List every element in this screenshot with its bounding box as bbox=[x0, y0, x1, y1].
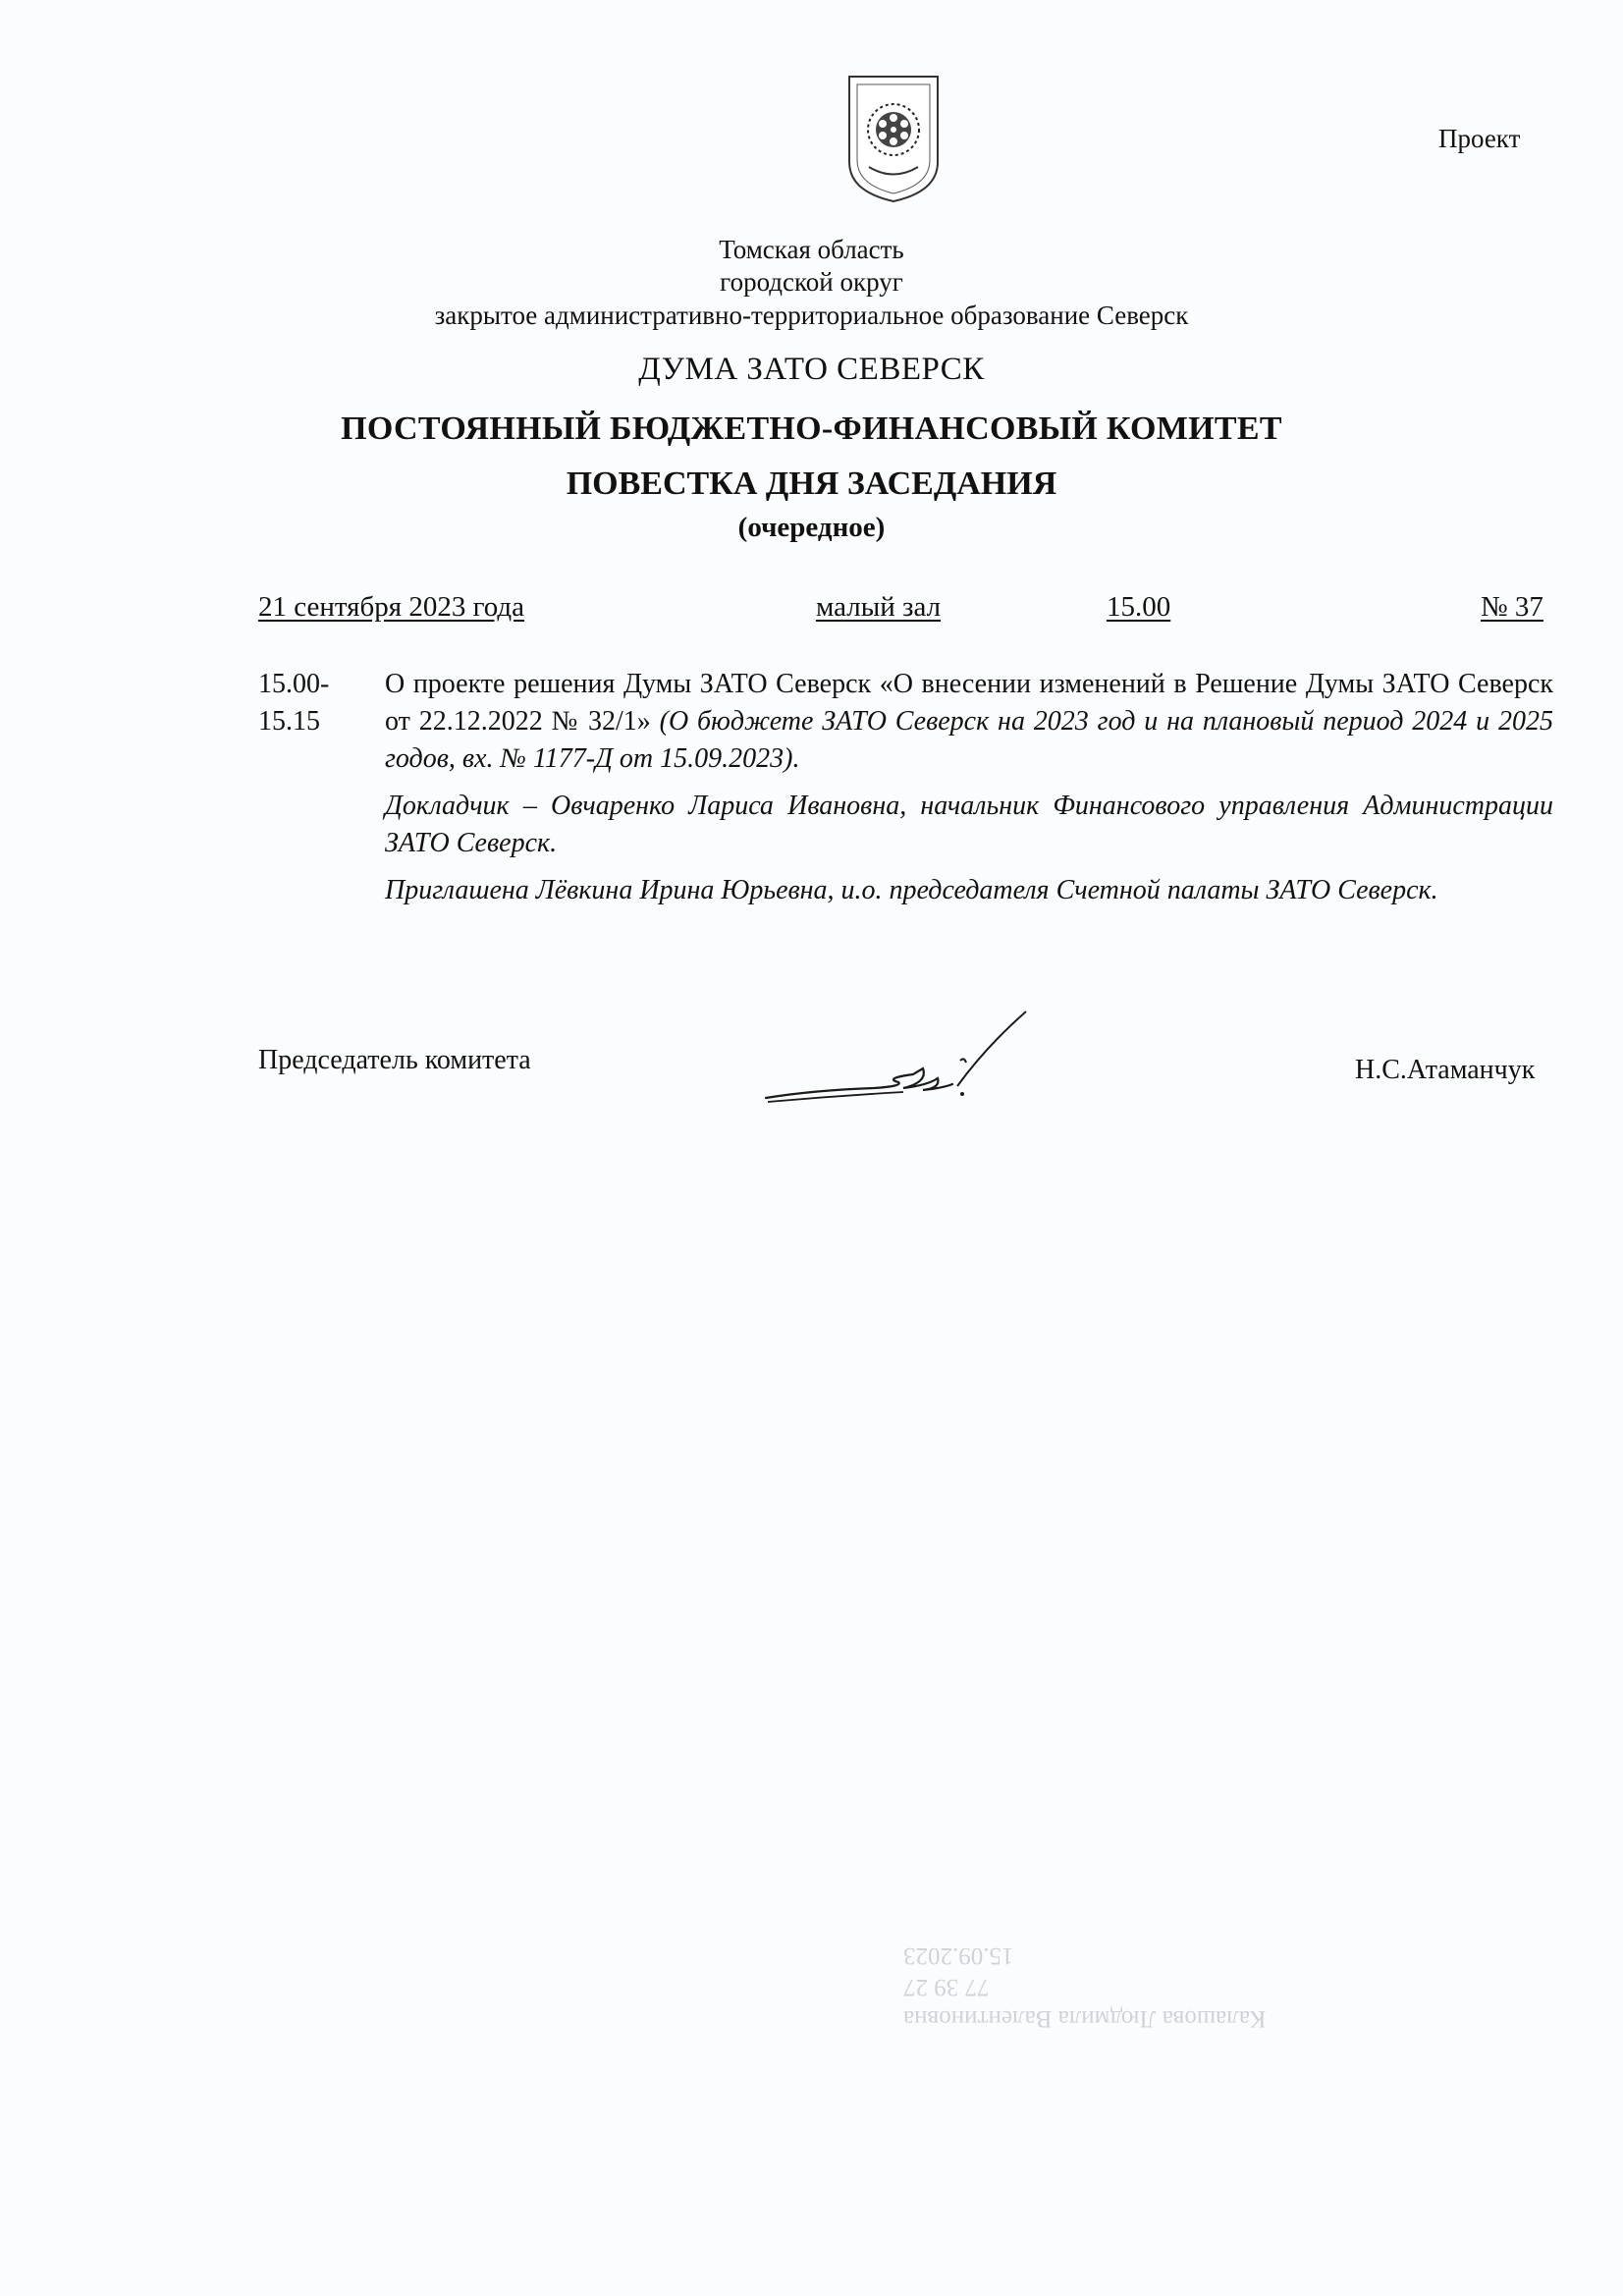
bleed-through-line: 77 39 27 bbox=[903, 1974, 990, 2000]
agenda-item-title-paragraph bbox=[385, 666, 1553, 778]
signatory-name: Н.С.Атаманчук bbox=[1355, 1055, 1536, 1085]
handwritten-signature bbox=[756, 992, 1051, 1129]
signatory-role: Председатель комитета bbox=[258, 1045, 531, 1075]
agenda-item-body bbox=[385, 666, 1553, 919]
meeting-date: 21 сентября 2023 года bbox=[258, 591, 525, 623]
meeting-time: 15.00 bbox=[1107, 591, 1171, 623]
bleed-through-line: Калашова Людмила Валентиновна bbox=[903, 2005, 1267, 2032]
header-committee: ПОСТОЯННЫЙ БЮДЖЕТНО-ФИНАНСОВЫЙ КОМИТЕТ bbox=[341, 410, 1282, 447]
agenda-title: ПОВЕСТКА ДНЯ ЗАСЕДАНИЯ bbox=[566, 465, 1057, 502]
header-duma: ДУМА ЗАТО СЕВЕРСК bbox=[638, 352, 985, 387]
coat-of-arms-emblem bbox=[839, 69, 947, 206]
agenda-item-invited: Приглашена Лёвкина Ирина Юрьевна, и.о. председателя Счетной палаты ЗАТО Северск. bbox=[385, 875, 1438, 905]
agenda-item-time-start: 15.00- bbox=[258, 669, 330, 699]
meeting-room: малый зал bbox=[816, 591, 942, 623]
agenda-item-title-note: (О бюджете ЗАТО Северск на 2023 год и на плановый период 2024 и 2025 годов, вх. № 1177-Д от 15.09.2023). bbox=[385, 706, 1554, 774]
bleed-through-text bbox=[903, 1940, 1414, 2034]
agenda-item-title: О проекте решения Думы ЗАТО Северск «О внесении изменений в Решение Думы ЗАТО Северск от 22.12.2022 № 32/1» bbox=[385, 669, 1553, 737]
header-region: Томская область bbox=[719, 235, 904, 264]
agenda-item-time bbox=[258, 666, 356, 740]
project-status-label: Проект bbox=[1438, 124, 1521, 153]
meeting-number: № 37 bbox=[1481, 591, 1543, 623]
header-district: городской округ bbox=[720, 267, 903, 297]
agenda-item-time-end: 15.15 bbox=[258, 706, 320, 737]
bleed-through-line: 15.09.2023 bbox=[903, 1942, 1014, 1969]
agenda-item-speaker: Докладчик – Овчаренко Лариса Ивановна, начальник Финансового управления Администрации ЗАТО Северск. bbox=[385, 791, 1553, 858]
header-zato: закрытое административно-территориальное образование Северск bbox=[434, 301, 1189, 330]
session-type: (очередное) bbox=[737, 512, 886, 543]
